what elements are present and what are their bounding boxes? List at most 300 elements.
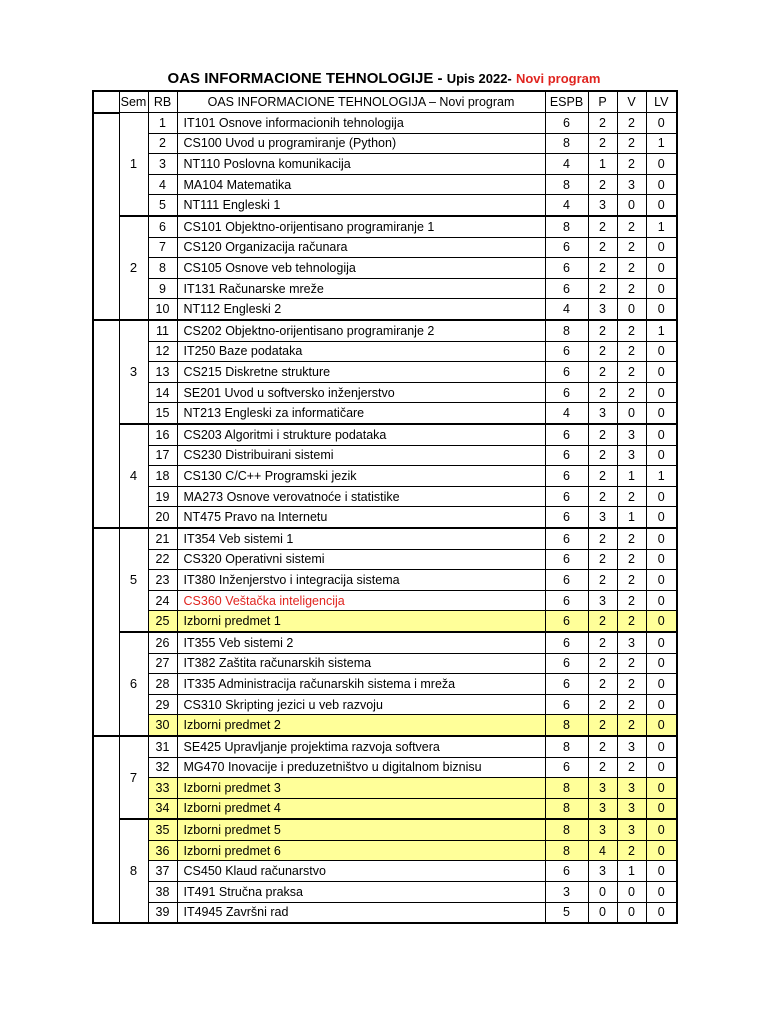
table-row <box>93 840 677 861</box>
p-cell: 2 <box>588 694 617 715</box>
espb-cell: 8 <box>545 819 588 840</box>
lv-cell: 0 <box>646 861 677 882</box>
lv-cell: 1 <box>646 320 677 341</box>
v-cell: 2 <box>617 653 646 674</box>
semester-cell: 3 <box>119 320 148 424</box>
espb-cell: 6 <box>545 549 588 570</box>
table-row <box>93 653 677 674</box>
rb-cell: 8 <box>148 258 177 279</box>
title-novi-program: Novi program <box>515 71 601 86</box>
table-row <box>93 715 677 736</box>
espb-cell: 6 <box>545 258 588 279</box>
lv-cell: 0 <box>646 403 677 424</box>
v-cell: 2 <box>617 549 646 570</box>
header-sem: Sem <box>119 91 148 113</box>
course-name-cell: CS230 Distribuirani sistemi <box>177 445 545 466</box>
year-cell <box>93 113 119 320</box>
course-name-cell: NT213 Engleski za informatičare <box>177 403 545 424</box>
p-cell: 2 <box>588 757 617 778</box>
rb-cell: 5 <box>148 195 177 216</box>
course-name-cell: CS202 Objektno-orijentisano programiranje 2 <box>177 320 545 341</box>
rb-cell: 39 <box>148 902 177 923</box>
v-cell: 3 <box>617 736 646 757</box>
espb-cell: 6 <box>545 632 588 653</box>
p-cell: 2 <box>588 549 617 570</box>
lv-cell: 0 <box>646 507 677 528</box>
p-cell: 1 <box>588 154 617 175</box>
course-name-cell: CS310 Skripting jezici u veb razvoju <box>177 694 545 715</box>
v-cell: 1 <box>617 507 646 528</box>
table-row <box>93 590 677 611</box>
lv-cell: 0 <box>646 778 677 799</box>
semester-cell: 7 <box>119 736 148 819</box>
table-row <box>93 320 677 341</box>
espb-cell: 8 <box>545 798 588 819</box>
lv-cell: 0 <box>646 445 677 466</box>
v-cell: 0 <box>617 403 646 424</box>
espb-cell: 6 <box>545 382 588 403</box>
rb-cell: 26 <box>148 632 177 653</box>
year-cell <box>93 528 119 736</box>
p-cell: 3 <box>588 299 617 320</box>
course-name-cell: SE425 Upravljanje projektima razvoja softvera <box>177 736 545 757</box>
rb-cell: 14 <box>148 382 177 403</box>
p-cell: 2 <box>588 174 617 195</box>
v-cell: 3 <box>617 424 646 445</box>
rb-cell: 34 <box>148 798 177 819</box>
lv-cell: 0 <box>646 258 677 279</box>
course-name-cell: CS450 Klaud računarstvo <box>177 861 545 882</box>
table-row <box>93 611 677 632</box>
rb-cell: 9 <box>148 278 177 299</box>
p-cell: 2 <box>588 611 617 632</box>
table-row <box>93 445 677 466</box>
v-cell: 2 <box>617 757 646 778</box>
lv-cell: 0 <box>646 278 677 299</box>
v-cell: 2 <box>617 611 646 632</box>
espb-cell: 6 <box>545 653 588 674</box>
espb-cell: 6 <box>545 694 588 715</box>
rb-cell: 19 <box>148 486 177 507</box>
espb-cell: 6 <box>545 570 588 591</box>
course-name-cell: SE201 Uvod u softversko inženjerstvo <box>177 382 545 403</box>
v-cell: 0 <box>617 299 646 320</box>
espb-cell: 6 <box>545 362 588 383</box>
rb-cell: 29 <box>148 694 177 715</box>
v-cell: 2 <box>617 694 646 715</box>
semester-cell: 1 <box>119 113 148 216</box>
v-cell: 2 <box>617 341 646 362</box>
rb-cell: 7 <box>148 237 177 258</box>
table-row <box>93 382 677 403</box>
rb-cell: 10 <box>148 299 177 320</box>
v-cell: 0 <box>617 882 646 903</box>
p-cell: 2 <box>588 528 617 549</box>
rb-cell: 38 <box>148 882 177 903</box>
p-cell: 2 <box>588 632 617 653</box>
p-cell: 3 <box>588 590 617 611</box>
course-name-cell: Izborni predmet 5 <box>177 819 545 840</box>
v-cell: 2 <box>617 278 646 299</box>
table-row <box>93 570 677 591</box>
course-name-cell: IT131 Računarske mreže <box>177 278 545 299</box>
espb-cell: 8 <box>545 736 588 757</box>
table-row <box>93 486 677 507</box>
espb-cell: 6 <box>545 113 588 134</box>
header-lv: LV <box>646 91 677 113</box>
espb-cell: 8 <box>545 715 588 736</box>
espb-cell: 4 <box>545 403 588 424</box>
course-name-cell: MA104 Matematika <box>177 174 545 195</box>
v-cell: 3 <box>617 632 646 653</box>
p-cell: 3 <box>588 819 617 840</box>
course-name-cell: Izborni predmet 1 <box>177 611 545 632</box>
table-row <box>93 778 677 799</box>
espb-cell: 6 <box>545 507 588 528</box>
table-row <box>93 278 677 299</box>
lv-cell: 0 <box>646 715 677 736</box>
table-row <box>93 362 677 383</box>
header-program: OAS INFORMACIONE TEHNOLOGIJA – Novi program <box>177 91 545 113</box>
rb-cell: 32 <box>148 757 177 778</box>
course-name-cell: IT355 Veb sistemi 2 <box>177 632 545 653</box>
p-cell: 2 <box>588 486 617 507</box>
lv-cell: 1 <box>646 133 677 154</box>
lv-cell: 0 <box>646 674 677 695</box>
course-name-cell: CS130 C/C++ Programski jezik <box>177 466 545 487</box>
rb-cell: 22 <box>148 549 177 570</box>
v-cell: 2 <box>617 133 646 154</box>
table-row <box>93 466 677 487</box>
espb-cell: 6 <box>545 757 588 778</box>
header-p: P <box>588 91 617 113</box>
table-row <box>93 424 677 445</box>
course-name-cell: CS215 Diskretne strukture <box>177 362 545 383</box>
p-cell: 2 <box>588 258 617 279</box>
course-name-cell: NT475 Pravo na Internetu <box>177 507 545 528</box>
p-cell: 3 <box>588 778 617 799</box>
semester-cell: 8 <box>119 819 148 923</box>
course-name-cell: NT111 Engleski 1 <box>177 195 545 216</box>
table-row <box>93 549 677 570</box>
course-name-cell: NT110 Poslovna komunikacija <box>177 154 545 175</box>
course-name-cell: IT250 Baze podataka <box>177 341 545 362</box>
document-title <box>92 68 676 90</box>
espb-cell: 6 <box>545 466 588 487</box>
rb-cell: 33 <box>148 778 177 799</box>
curriculum-table <box>92 90 678 924</box>
lv-cell: 0 <box>646 113 677 134</box>
header-rb: RB <box>148 91 177 113</box>
table-row <box>93 757 677 778</box>
v-cell: 3 <box>617 798 646 819</box>
p-cell: 0 <box>588 902 617 923</box>
course-name-cell: MA273 Osnove verovatnoće i statistike <box>177 486 545 507</box>
course-name-cell: IT101 Osnove informacionih tehnologija <box>177 113 545 134</box>
espb-cell: 4 <box>545 154 588 175</box>
rb-cell: 24 <box>148 590 177 611</box>
course-name-cell: CS100 Uvod u programiranje (Python) <box>177 133 545 154</box>
lv-cell: 0 <box>646 757 677 778</box>
espb-cell: 8 <box>545 778 588 799</box>
rb-cell: 21 <box>148 528 177 549</box>
course-name-cell: Izborni predmet 3 <box>177 778 545 799</box>
course-name-cell: NT112 Engleski 2 <box>177 299 545 320</box>
lv-cell: 0 <box>646 549 677 570</box>
rb-cell: 23 <box>148 570 177 591</box>
p-cell: 2 <box>588 133 617 154</box>
p-cell: 3 <box>588 195 617 216</box>
rb-cell: 31 <box>148 736 177 757</box>
table-row <box>93 216 677 237</box>
v-cell: 2 <box>617 362 646 383</box>
course-name-cell: IT335 Administracija računarskih sistema i mreža <box>177 674 545 695</box>
course-name-cell: CS105 Osnove veb tehnologija <box>177 258 545 279</box>
rb-cell: 18 <box>148 466 177 487</box>
v-cell: 2 <box>617 570 646 591</box>
header-year-cell <box>93 91 119 113</box>
table-row <box>93 341 677 362</box>
v-cell: 0 <box>617 195 646 216</box>
v-cell: 2 <box>617 237 646 258</box>
v-cell: 0 <box>617 902 646 923</box>
table-row <box>93 113 677 134</box>
v-cell: 2 <box>617 486 646 507</box>
espb-cell: 6 <box>545 278 588 299</box>
table-row <box>93 154 677 175</box>
course-name-cell: IT4945 Završni rad <box>177 902 545 923</box>
v-cell: 2 <box>617 590 646 611</box>
v-cell: 3 <box>617 445 646 466</box>
title-main: OAS INFORMACIONE TEHNOLOGIJE - <box>167 70 443 87</box>
espb-cell: 8 <box>545 174 588 195</box>
lv-cell: 0 <box>646 341 677 362</box>
table-row <box>93 299 677 320</box>
table-row <box>93 798 677 819</box>
lv-cell: 0 <box>646 486 677 507</box>
lv-cell: 0 <box>646 694 677 715</box>
lv-cell: 1 <box>646 466 677 487</box>
lv-cell: 0 <box>646 299 677 320</box>
v-cell: 2 <box>617 216 646 237</box>
table-row <box>93 528 677 549</box>
table-row <box>93 507 677 528</box>
p-cell: 3 <box>588 861 617 882</box>
espb-cell: 6 <box>545 445 588 466</box>
header-v: V <box>617 91 646 113</box>
header-espb: ESPB <box>545 91 588 113</box>
table-row <box>93 195 677 216</box>
table-row <box>93 258 677 279</box>
espb-cell: 6 <box>545 424 588 445</box>
p-cell: 2 <box>588 113 617 134</box>
course-name-cell: CS101 Objektno-orijentisano programiranje 1 <box>177 216 545 237</box>
table-body <box>93 113 677 924</box>
table-header-row <box>93 91 677 113</box>
p-cell: 2 <box>588 382 617 403</box>
rb-cell: 4 <box>148 174 177 195</box>
semester-cell: 4 <box>119 424 148 528</box>
table-row <box>93 403 677 424</box>
rb-cell: 13 <box>148 362 177 383</box>
lv-cell: 0 <box>646 736 677 757</box>
espb-cell: 6 <box>545 341 588 362</box>
espb-cell: 8 <box>545 216 588 237</box>
rb-cell: 3 <box>148 154 177 175</box>
course-name-cell: CS120 Organizacija računara <box>177 237 545 258</box>
title-upis: Upis 2022- <box>446 71 512 86</box>
v-cell: 2 <box>617 528 646 549</box>
table-row <box>93 674 677 695</box>
course-name-cell: Izborni predmet 2 <box>177 715 545 736</box>
v-cell: 3 <box>617 819 646 840</box>
espb-cell: 6 <box>545 237 588 258</box>
course-name-cell: CS320 Operativni sistemi <box>177 549 545 570</box>
table-row <box>93 902 677 923</box>
p-cell: 2 <box>588 570 617 591</box>
rb-cell: 16 <box>148 424 177 445</box>
rb-cell: 11 <box>148 320 177 341</box>
p-cell: 2 <box>588 278 617 299</box>
table-row <box>93 237 677 258</box>
rb-cell: 37 <box>148 861 177 882</box>
lv-cell: 0 <box>646 653 677 674</box>
lv-cell: 0 <box>646 154 677 175</box>
semester-cell: 6 <box>119 632 148 736</box>
rb-cell: 17 <box>148 445 177 466</box>
year-cell <box>93 736 119 923</box>
table-row <box>93 632 677 653</box>
v-cell: 2 <box>617 382 646 403</box>
lv-cell: 1 <box>646 216 677 237</box>
rb-cell: 15 <box>148 403 177 424</box>
p-cell: 2 <box>588 237 617 258</box>
rb-cell: 35 <box>148 819 177 840</box>
v-cell: 2 <box>617 154 646 175</box>
p-cell: 2 <box>588 424 617 445</box>
table-row <box>93 736 677 757</box>
v-cell: 3 <box>617 174 646 195</box>
table-row <box>93 133 677 154</box>
v-cell: 2 <box>617 674 646 695</box>
espb-cell: 6 <box>545 861 588 882</box>
p-cell: 0 <box>588 882 617 903</box>
course-name-cell: MG470 Inovacije i preduzetništvo u digitalnom biznisu <box>177 757 545 778</box>
p-cell: 2 <box>588 466 617 487</box>
espb-cell: 6 <box>545 486 588 507</box>
espb-cell: 6 <box>545 528 588 549</box>
lv-cell: 0 <box>646 362 677 383</box>
espb-cell: 8 <box>545 320 588 341</box>
course-name-cell: CS203 Algoritmi i strukture podataka <box>177 424 545 445</box>
course-name-cell: IT491 Stručna praksa <box>177 882 545 903</box>
espb-cell: 6 <box>545 611 588 632</box>
rb-cell: 2 <box>148 133 177 154</box>
lv-cell: 0 <box>646 798 677 819</box>
rb-cell: 12 <box>148 341 177 362</box>
p-cell: 2 <box>588 362 617 383</box>
v-cell: 1 <box>617 861 646 882</box>
lv-cell: 0 <box>646 424 677 445</box>
lv-cell: 0 <box>646 382 677 403</box>
espb-cell: 8 <box>545 133 588 154</box>
espb-cell: 6 <box>545 590 588 611</box>
v-cell: 2 <box>617 840 646 861</box>
course-name-cell: IT380 Inženjerstvo i integracija sistema <box>177 570 545 591</box>
lv-cell: 0 <box>646 819 677 840</box>
lv-cell: 0 <box>646 590 677 611</box>
lv-cell: 0 <box>646 528 677 549</box>
p-cell: 2 <box>588 216 617 237</box>
v-cell: 2 <box>617 113 646 134</box>
lv-cell: 0 <box>646 632 677 653</box>
table-row <box>93 819 677 840</box>
lv-cell: 0 <box>646 174 677 195</box>
course-name-cell: Izborni predmet 4 <box>177 798 545 819</box>
lv-cell: 0 <box>646 570 677 591</box>
lv-cell: 0 <box>646 237 677 258</box>
p-cell: 2 <box>588 320 617 341</box>
p-cell: 2 <box>588 736 617 757</box>
espb-cell: 5 <box>545 902 588 923</box>
course-name-cell: CS360 Veštačka inteligencija <box>177 590 545 611</box>
semester-cell: 2 <box>119 216 148 320</box>
espb-cell: 8 <box>545 840 588 861</box>
rb-cell: 36 <box>148 840 177 861</box>
rb-cell: 25 <box>148 611 177 632</box>
v-cell: 1 <box>617 466 646 487</box>
v-cell: 2 <box>617 320 646 341</box>
v-cell: 2 <box>617 715 646 736</box>
course-name-cell: Izborni predmet 6 <box>177 840 545 861</box>
rb-cell: 30 <box>148 715 177 736</box>
lv-cell: 0 <box>646 882 677 903</box>
rb-cell: 1 <box>148 113 177 134</box>
p-cell: 3 <box>588 403 617 424</box>
table-row <box>93 174 677 195</box>
table-row <box>93 861 677 882</box>
p-cell: 4 <box>588 840 617 861</box>
table-row <box>93 882 677 903</box>
rb-cell: 20 <box>148 507 177 528</box>
lv-cell: 0 <box>646 195 677 216</box>
lv-cell: 0 <box>646 611 677 632</box>
rb-cell: 28 <box>148 674 177 695</box>
course-name-cell: IT354 Veb sistemi 1 <box>177 528 545 549</box>
lv-cell: 0 <box>646 840 677 861</box>
p-cell: 2 <box>588 653 617 674</box>
espb-cell: 3 <box>545 882 588 903</box>
semester-cell: 5 <box>119 528 148 632</box>
p-cell: 2 <box>588 674 617 695</box>
p-cell: 2 <box>588 445 617 466</box>
v-cell: 3 <box>617 778 646 799</box>
p-cell: 2 <box>588 715 617 736</box>
table-row <box>93 694 677 715</box>
espb-cell: 4 <box>545 299 588 320</box>
v-cell: 2 <box>617 258 646 279</box>
p-cell: 3 <box>588 507 617 528</box>
rb-cell: 27 <box>148 653 177 674</box>
espb-cell: 4 <box>545 195 588 216</box>
p-cell: 2 <box>588 341 617 362</box>
year-cell <box>93 320 119 528</box>
course-name-cell: IT382 Zaštita računarskih sistema <box>177 653 545 674</box>
p-cell: 3 <box>588 798 617 819</box>
rb-cell: 6 <box>148 216 177 237</box>
lv-cell: 0 <box>646 902 677 923</box>
espb-cell: 6 <box>545 674 588 695</box>
